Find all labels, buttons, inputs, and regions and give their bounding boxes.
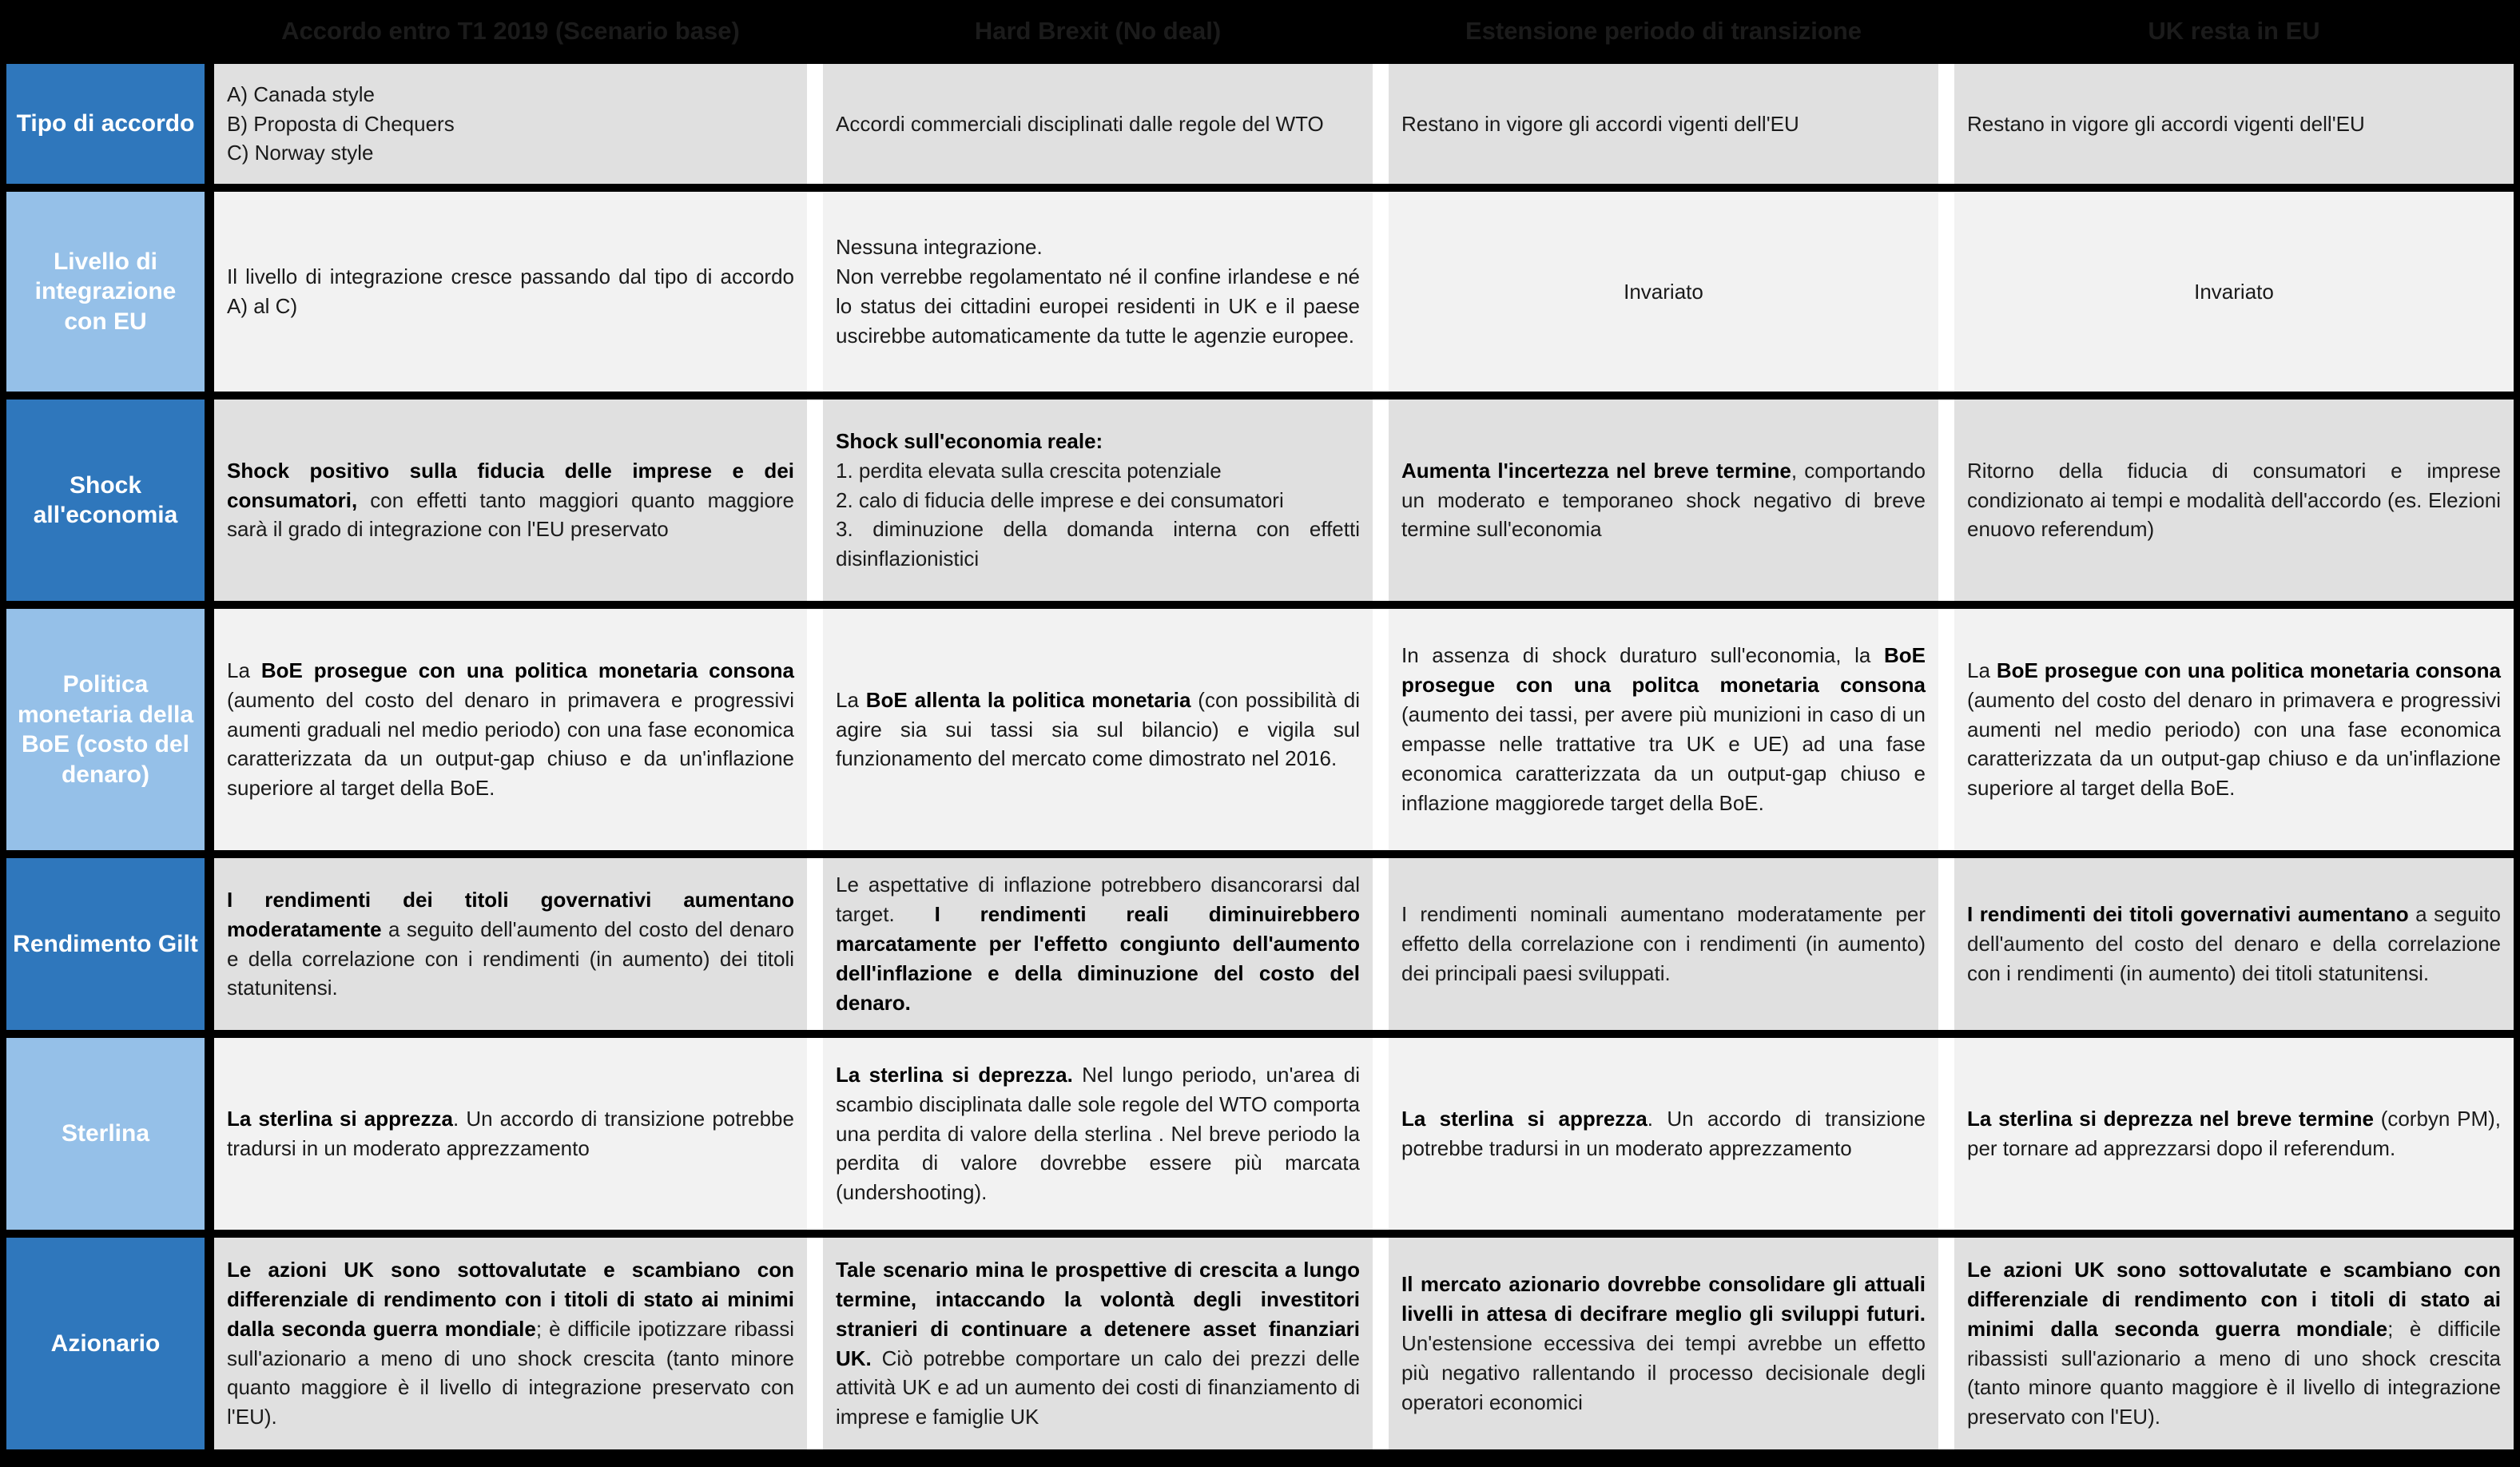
bold-text-segment: BoE prosegue con una politica monetaria consona (260, 658, 794, 682)
cell-text (227, 80, 794, 169)
text-segment: A) Canada style B) Proposta di Chequers C) Norway style (227, 82, 455, 165)
column-separator (1373, 192, 1389, 392)
cell-text (836, 233, 1360, 351)
text-segment: , comportando un moderato e temporaneo shock negativo di breve termine sull'economia (1401, 458, 1926, 542)
table-row-rendimento-gilt (6, 858, 2514, 1030)
cell-text (1967, 1255, 2501, 1432)
cell-livello-integrazione-uk-resta-eu (1954, 192, 2514, 392)
header-label: Accordo entro T1 2019 (Scenario base) (281, 17, 740, 45)
text-segment: ; è difficile ipotizzare ribassi sull'azionario a meno di uno shock crescita (tanto minore quanto maggiore è il livello di integrazione preservato con l'EU). (227, 1316, 794, 1429)
column-separator (807, 6, 823, 56)
table-row-sterlina (6, 1038, 2514, 1230)
text-segment: 1. perdita elevata sulla crescita potenziale 2. calo di fiducia delle imprese e dei consumatori 3. diminuzione della domanda interna con effetti disinflazionistici (836, 458, 1360, 571)
cell-livello-integrazione-estensione-transizione (1389, 192, 1938, 392)
text-segment: . Un accordo di transizione potrebbe tradursi in un moderato apprezzamento (227, 1107, 794, 1160)
column-separator (807, 192, 823, 392)
column-separator (807, 1038, 823, 1230)
text-segment: a seguito dell'aumento del costo del denaro e della correlazione con i rendimenti (in aumento) dei titoli statunitensi. (1967, 902, 2502, 985)
text-segment: Ritorno della fiducia di consumatori e imprese condizionato ai tempi e modalità dell'accordo (es. Elezioni enuovo referendum) (1967, 458, 2501, 542)
cell-tipo-di-accordo-hard-brexit (823, 64, 1373, 184)
label-column-gap (205, 1238, 214, 1449)
text-segment: (aumento del costo del denaro in primavera e progressivi aumenti nel medio periodo) con una fase economica caratterizzata da un output-gap chiuso e da un'inflazione superiore al target della BoE. (1967, 687, 2501, 801)
cell-text (836, 109, 1360, 139)
text-segment: Accordi commerciali disciplinati dalle regole del WTO (836, 111, 1324, 136)
cell-azionario-scenario-base (214, 1238, 807, 1449)
text-segment: La (227, 658, 261, 682)
cell-text (227, 456, 794, 545)
label-column-gap (205, 858, 214, 1030)
cell-text (1967, 1104, 2501, 1163)
cell-tipo-di-accordo-uk-resta-eu (1954, 64, 2514, 184)
bold-text-segment: La sterlina si apprezza (227, 1107, 454, 1131)
cell-tipo-di-accordo-scenario-base (214, 64, 807, 184)
cell-azionario-estensione-transizione (1389, 1238, 1938, 1449)
cell-text (1967, 456, 2501, 545)
cell-azionario-uk-resta-eu (1954, 1238, 2514, 1449)
text-segment: con effetti tanto maggiori quanto maggiore sarà il grado di integrazione con l'EU preservato (227, 487, 794, 542)
bold-text-segment: Le azioni UK sono sottovalutate e scambiano con differenziale di rendimento con i titoli di stato ai minimi dalla seconda guerra mondiale (1967, 1257, 2501, 1341)
bold-text-segment: I rendimenti dei titoli governativi aumentano (1967, 902, 2409, 927)
cell-shock-economia-estensione-transizione (1389, 400, 1938, 601)
cell-sterlina-uk-resta-eu (1954, 1038, 2514, 1230)
column-separator (1938, 64, 1954, 184)
row-label-shock-economia: Shock all'economia (6, 400, 205, 601)
cell-text (227, 1104, 794, 1163)
label-column-gap (205, 1038, 214, 1230)
header-label: Hard Brexit (No deal) (974, 17, 1222, 45)
row-label-sterlina: Sterlina (6, 1038, 205, 1230)
table-row-politica-monetaria-boe (6, 609, 2514, 850)
label-column-gap (205, 192, 214, 392)
cell-text (1401, 1270, 1926, 1417)
cell-text (836, 686, 1360, 774)
cell-text (1967, 277, 2501, 307)
header-label: Estensione periodo di transizione (1465, 17, 1862, 45)
row-label-tipo-di-accordo: Tipo di accordo (6, 64, 205, 184)
bold-text-segment: La sterlina si apprezza (1401, 1107, 1648, 1131)
cell-rendimento-gilt-hard-brexit (823, 858, 1373, 1030)
bold-text-segment: BoE prosegue con una politca monetaria consona (1401, 643, 1926, 698)
column-separator (1938, 1038, 1954, 1230)
bold-text-segment: Aumenta l'incertezza nel breve termine (1401, 458, 1791, 483)
text-segment: Restano in vigore gli accordi vigenti dell'EU (1967, 111, 2365, 136)
cell-text (227, 656, 794, 804)
cell-text (1401, 456, 1926, 545)
cell-politica-monetaria-boe-uk-resta-eu (1954, 609, 2514, 850)
row-label-livello-integrazione: Livello di integrazione con EU (6, 192, 205, 392)
bold-text-segment: La sterlina si deprezza. (836, 1062, 1073, 1087)
column-separator (807, 609, 823, 850)
cell-text (836, 870, 1360, 1018)
row-label-politica-monetaria-boe: Politica monetaria della BoE (costo del denaro) (6, 609, 205, 850)
cell-shock-economia-scenario-base (214, 400, 807, 601)
label-column-gap (205, 609, 214, 850)
text-segment: Invariato (2194, 279, 2274, 304)
row-label-azionario: Azionario (6, 1238, 205, 1449)
cell-text (227, 1255, 794, 1432)
text-segment: (con possibilità di agire sia sui tassi sia sul bilancio) e vigila sul funzionamento del mercato come dimostrato nel 2016. (836, 687, 1360, 771)
column-separator (1373, 1038, 1389, 1230)
column-separator (807, 64, 823, 184)
text-segment: (aumento dei tassi, per avere più munizioni in caso di un empasse nelle trattative tra UK e UE) ad una fase economica caratterizzata da un output-gap chiuso e inflazione maggiorede target della BoE. (1401, 702, 1926, 815)
header-estensione-transizione (1389, 6, 1938, 56)
cell-text (1401, 109, 1926, 139)
cell-azionario-hard-brexit (823, 1238, 1373, 1449)
header-label: UK resta in EU (2148, 17, 2320, 45)
table-row-tipo-di-accordo (6, 64, 2514, 184)
cell-text (836, 427, 1360, 574)
bold-text-segment: Le azioni UK sono sottovalutate e scambiano con differenziale di rendimento con i titoli di stato ai minimi dalla seconda guerra mondiale (227, 1257, 794, 1341)
bold-text-segment: Tale scenario mina le prospettive di crescita a lungo termine, intaccando la volontà degli investitori stranieri di continuare a detenere asset finanziari UK. (836, 1257, 1360, 1370)
table-row-livello-integrazione (6, 192, 2514, 392)
text-segment: ; è difficile ribassisti sull'azionario a meno di uno shock crescita (tanto minore quanto maggiore è il livello di integrazione preservato con l'EU). (1967, 1316, 2501, 1429)
column-separator (1938, 192, 1954, 392)
cell-politica-monetaria-boe-scenario-base (214, 609, 807, 850)
cell-shock-economia-uk-resta-eu (1954, 400, 2514, 601)
cell-sterlina-scenario-base (214, 1038, 807, 1230)
text-segment: Le aspettative di inflazione potrebbero disancorarsi dal target. (836, 873, 1360, 927)
label-column-gap (205, 6, 214, 56)
text-segment: Nel lungo periodo, un'area di scambio disciplinata dalle sole regole del WTO comporta una perdita di valore della sterlina . Nel breve periodo la perdita di valore dovrebbe essere più marcata (undershooting). (836, 1062, 1360, 1205)
cell-text (1967, 900, 2501, 988)
text-segment: La (1967, 658, 1997, 682)
cell-sterlina-hard-brexit (823, 1038, 1373, 1230)
cell-livello-integrazione-hard-brexit (823, 192, 1373, 392)
text-segment: (aumento del costo del denaro in primavera e progressivi aumenti graduali nel medio periodo) con una fase economica caratterizzata da un output-gap chiuso e da un'inflazione superiore al target della BoE. (227, 687, 794, 801)
cell-text (1401, 1104, 1926, 1163)
text-segment: In assenza di shock duraturo sull'economia, la (1401, 643, 1884, 668)
row-label-rendimento-gilt: Rendimento Gilt (6, 858, 205, 1030)
label-column-gap (205, 400, 214, 601)
cell-text (836, 1060, 1360, 1208)
cell-rendimento-gilt-scenario-base (214, 858, 807, 1030)
cell-politica-monetaria-boe-estensione-transizione (1389, 609, 1938, 850)
bold-text-segment: I rendimenti reali diminuirebbero marcatamente per l'effetto congiunto dell'aumento dell'inflazione e della diminuzione del costo del denaro. (836, 902, 1360, 1015)
cell-text (1401, 277, 1926, 307)
column-separator (1938, 6, 1954, 56)
column-separator (1373, 609, 1389, 850)
text-segment: I rendimenti nominali aumentano moderatamente per effetto della correlazione con i rendimenti (in aumento) dei principali paesi sviluppati. (1401, 902, 1926, 985)
column-separator (1938, 609, 1954, 850)
table-row-shock-economia (6, 400, 2514, 601)
column-separator (1373, 1238, 1389, 1449)
bold-text-segment: I rendimenti dei titoli governativi aumentano moderatamente (227, 887, 794, 941)
text-segment: Restano in vigore gli accordi vigenti dell'EU (1401, 111, 1799, 136)
text-segment: a seguito dell'aumento del costo del denaro e della correlazione con i rendimenti (in aumento) dei titoli statunitensi. (227, 916, 794, 1000)
cell-sterlina-estensione-transizione (1389, 1038, 1938, 1230)
header-scenario-base (214, 6, 807, 56)
text-segment: Il livello di integrazione cresce passando dal tipo di accordo A) al C) (227, 264, 794, 318)
label-column-gap (205, 64, 214, 184)
cell-rendimento-gilt-estensione-transizione (1389, 858, 1938, 1030)
bold-text-segment: BoE prosegue con una politica monetaria consona (1996, 658, 2501, 682)
cell-text (227, 262, 794, 321)
column-separator (807, 400, 823, 601)
column-separator (1373, 400, 1389, 601)
cell-rendimento-gilt-uk-resta-eu (1954, 858, 2514, 1030)
column-separator (1938, 1238, 1954, 1449)
header-uk-resta-eu (1954, 6, 2514, 56)
column-separator (1938, 858, 1954, 1030)
bold-text-segment: Il mercato azionario dovrebbe consolidare gli attuali livelli in attesa di decifrare meglio gli sviluppi futuri. (1401, 1272, 1926, 1326)
cell-text (1967, 656, 2501, 804)
text-segment: Nessuna integrazione. Non verrebbe regolamentato né il confine irlandese e né lo status dei cittadini europei residenti in UK e il paese uscirebbe automaticamente da tutte le agenzie europee. (836, 235, 1360, 348)
cell-text (227, 885, 794, 1004)
text-segment: Invariato (1624, 279, 1703, 304)
table-row-azionario (6, 1238, 2514, 1449)
text-segment: . Un accordo di transizione potrebbe tradursi in un moderato apprezzamento (1401, 1107, 1926, 1160)
text-segment: Ciò potrebbe comportare un calo dei prezzi delle attività UK e ad un aumento dei costi di finanziamento di imprese e famiglie UK (836, 1346, 1360, 1429)
bold-text-segment: La sterlina si deprezza nel breve termine (1967, 1107, 2374, 1131)
header-corner (6, 6, 205, 56)
table-header-row (6, 6, 2514, 56)
cell-politica-monetaria-boe-hard-brexit (823, 609, 1373, 850)
column-separator (1938, 400, 1954, 601)
column-separator (807, 1238, 823, 1449)
cell-text (1967, 109, 2501, 139)
column-separator (1373, 6, 1389, 56)
text-segment: (corbyn PM), per tornare ad apprezzarsi dopo il referendum. (1967, 1107, 2501, 1160)
cell-text (1401, 900, 1926, 988)
cell-livello-integrazione-scenario-base (214, 192, 807, 392)
column-separator (1373, 64, 1389, 184)
bold-text-segment: Shock sull'economia reale: (836, 428, 1103, 453)
bold-text-segment: Shock positivo sulla fiducia delle imprese e dei consumatori, (227, 458, 794, 512)
column-separator (807, 858, 823, 1030)
column-separator (1373, 858, 1389, 1030)
text-segment: La (836, 687, 866, 712)
text-segment: Un'estensione eccessiva dei tempi avrebbe un effetto più negativo rallentando il processo decisionale degli operatori economici (1401, 1331, 1926, 1414)
cell-shock-economia-hard-brexit (823, 400, 1373, 601)
cell-text (1401, 641, 1926, 817)
header-hard-brexit (823, 6, 1373, 56)
bold-text-segment: BoE allenta la politica monetaria (865, 687, 1191, 712)
cell-tipo-di-accordo-estensione-transizione (1389, 64, 1938, 184)
cell-text (836, 1255, 1360, 1432)
